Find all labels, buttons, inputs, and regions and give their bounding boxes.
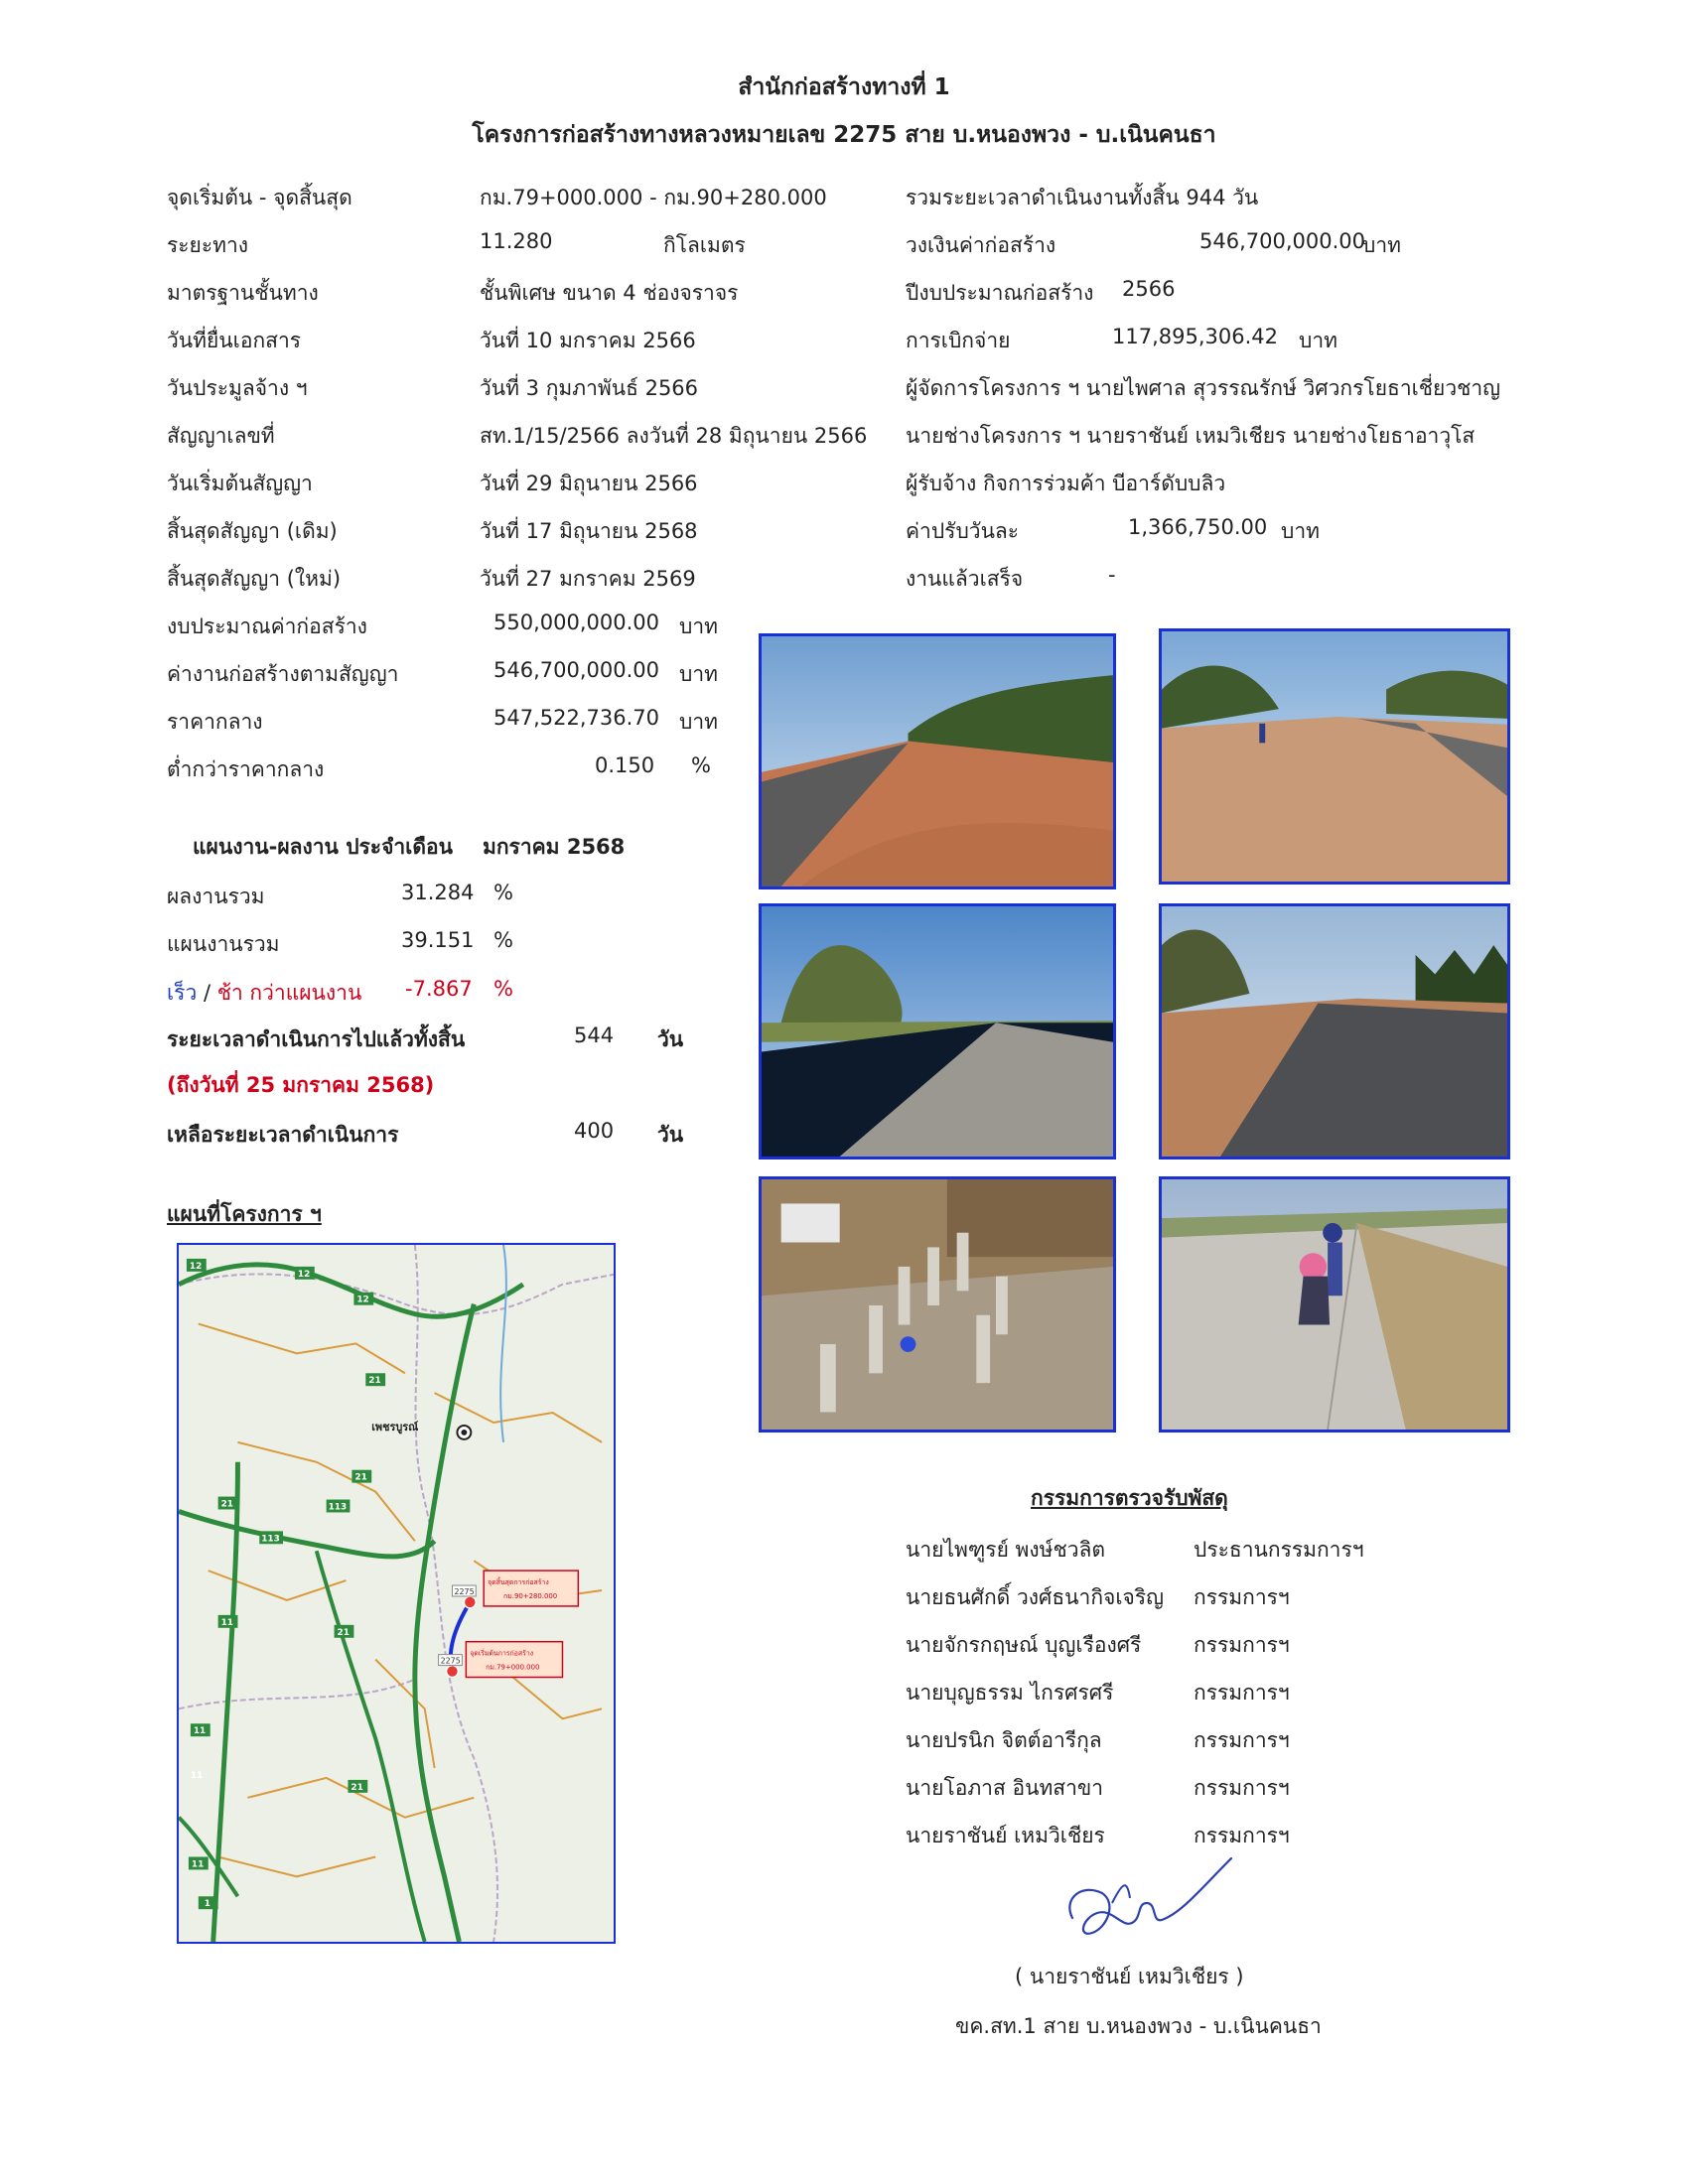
committee-member-role: ประธานกรรมการฯ [1194, 1538, 1364, 1562]
project-manager: ผู้จัดการโครงการ ฯ นายไพศาล สุวรรณรักษ์ วิศวกรโยธาเชี่ยวชาญ [906, 376, 1501, 400]
info-value: วันที่ 29 มิถุนายน 2566 [480, 472, 698, 495]
work-done-label: งานแล้วเสร็จ [906, 567, 1024, 591]
info-value: วันที่ 17 มิถุนายน 2568 [480, 519, 698, 543]
elapsed-unit: วัน [657, 1027, 684, 1051]
route-label: 21 [337, 1627, 350, 1638]
info-label: จุดเริ่มต้น - จุดสิ้นสุด [167, 186, 352, 209]
start-label: จุดเริ่มต้นการก่อสร้าง [470, 1649, 534, 1658]
info-label: ระยะทาง [167, 233, 249, 257]
route-label: 11 [191, 1859, 205, 1870]
signer-title: ขค.สท.1 สาย บ.หนองพวง - บ.เนินคนธา [955, 2014, 1322, 2038]
committee-member-role: กรรมการฯ [1194, 1776, 1290, 1800]
diff-value: -7.867 [405, 977, 473, 1001]
signature [1053, 1848, 1251, 1958]
committee-member-name: นายโอภาส อินทสาขา [906, 1776, 1104, 1800]
committee-member-name: นายปรนิก จิตต์อารีกุล [906, 1728, 1102, 1752]
remaining-unit: วัน [657, 1123, 684, 1147]
budget-unit: บาท [679, 710, 718, 734]
budget-value: 0.150 [595, 753, 655, 777]
signer-name: ( นายราชันย์ เหมวิเชียร ) [1015, 1965, 1244, 1988]
budget-label: งบประมาณค่าก่อสร้าง [167, 614, 367, 638]
budget-value: 547,522,736.70 [493, 706, 659, 730]
disbursement-value: 117,895,306.42 [1112, 325, 1278, 348]
budget-label: ราคากลาง [167, 710, 263, 734]
route-label: 2275 [440, 1656, 461, 1666]
budget-unit: บาท [679, 614, 718, 638]
site-photo-4 [1159, 903, 1510, 1160]
end-km: กม.90+280.000 [503, 1591, 558, 1600]
city-label: เพชรบูรณ์ [371, 1420, 419, 1433]
committee-member-role: กรรมการฯ [1194, 1633, 1290, 1657]
committee-member-name: นายราชันย์ เหมวิเชียร [906, 1824, 1105, 1847]
route-label: 21 [220, 1499, 234, 1510]
budget-year-label: ปีงบประมาณก่อสร้าง [906, 281, 1094, 305]
progress-month: มกราคม 2568 [483, 835, 626, 859]
disbursement-label: การเบิกจ่าย [906, 329, 1011, 352]
construction-limit-unit: บาท [1362, 233, 1401, 257]
route-label: 1 [204, 1899, 211, 1910]
project-title: โครงการก่อสร้างทางหลวงหมายเลข 2275 สาย บ.หนองพวง - บ.เนินคนธา [472, 122, 1216, 148]
route-label: 21 [354, 1472, 367, 1483]
route-label: 12 [189, 1261, 203, 1272]
route-label: 12 [297, 1269, 311, 1280]
route-label: 113 [261, 1534, 280, 1545]
actual-label: ผลงานรวม [167, 885, 265, 908]
committee-title: กรรมการตรวจรับพัสดุ [1031, 1486, 1228, 1510]
info-unit: กิโลเมตร [663, 233, 746, 257]
budget-unit: % [691, 753, 711, 777]
plan-label: แผนงานรวม [167, 932, 280, 956]
daily-fine-unit: บาท [1281, 519, 1320, 543]
ahead-label: เร็ว [167, 981, 198, 1005]
budget-value: 550,000,000.00 [493, 611, 659, 634]
plan-pct: % [493, 928, 513, 952]
map-title: แผนที่โครงการ ฯ [167, 1202, 322, 1226]
committee-member-name: นายธนศักดิ์ วงศ์ธนากิจเจริญ [906, 1585, 1164, 1609]
as-of-date: (ถึงวันที่ 25 มกราคม 2568) [167, 1073, 435, 1097]
budget-label: ต่ำกว่าราคากลาง [167, 757, 325, 781]
committee-member-name: นายจักรกฤษณ์ บุญเรืองศรี [906, 1633, 1142, 1657]
end-label: จุดสิ้นสุดการก่อสร้าง [488, 1578, 549, 1587]
work-done-value: - [1108, 563, 1116, 587]
info-label: วันเริ่มต้นสัญญา [167, 472, 313, 495]
daily-fine-value: 1,366,750.00 [1128, 515, 1268, 539]
slash: / [203, 981, 211, 1005]
committee-member-name: นายบุญธรรม ไกรศรศรี [906, 1681, 1114, 1705]
budget-value: 546,700,000.00 [493, 658, 659, 682]
project-engineer: นายช่างโครงการ ฯ นายราชันย์ เหมวิเชียร นายช่างโยธาอาวุโส [906, 424, 1476, 448]
route-label: 113 [328, 1502, 348, 1513]
route-label: 11 [190, 1770, 204, 1781]
committee-member-name: นายไพฑูรย์ พงษ์ชวลิต [906, 1538, 1106, 1562]
site-photo-5 [759, 1176, 1116, 1433]
route-label: 12 [356, 1295, 369, 1305]
info-label: วันที่ยื่นเอกสาร [167, 329, 302, 352]
actual-pct: % [493, 881, 513, 904]
elapsed-label: ระยะเวลาดำเนินการไปแล้วทั้งสิ้น [167, 1027, 466, 1051]
budget-unit: บาท [679, 662, 718, 686]
actual-value: 31.284 [401, 881, 475, 904]
info-label: สิ้นสุดสัญญา (ใหม่) [167, 567, 342, 591]
diff-label [167, 977, 361, 1010]
elapsed-value: 544 [574, 1024, 615, 1047]
info-value: วันที่ 27 มกราคม 2569 [480, 567, 696, 591]
start-km: กม.79+000.000 [486, 1663, 540, 1672]
construction-limit-label: วงเงินค่าก่อสร้าง [906, 233, 1056, 257]
info-value: สท.1/15/2566 ลงวันที่ 28 มิถุนายน 2566 [480, 424, 868, 448]
daily-fine-label: ค่าปรับวันละ [906, 519, 1020, 543]
info-label: สิ้นสุดสัญญา (เดิม) [167, 519, 338, 543]
info-value: วันที่ 3 กุมภาพันธ์ 2566 [480, 376, 699, 400]
info-value: กม.79+000.000 - กม.90+280.000 [480, 186, 827, 209]
project-map [177, 1243, 616, 1944]
site-photo-1 [759, 633, 1116, 889]
committee-member-role: กรรมการฯ [1194, 1728, 1290, 1752]
route-label: 11 [193, 1726, 207, 1737]
info-value: วันที่ 10 มกราคม 2566 [480, 329, 696, 352]
construction-limit-value: 546,700,000.00 [1199, 229, 1365, 253]
route-label: 21 [351, 1782, 363, 1793]
committee-member-role: กรรมการฯ [1194, 1824, 1290, 1847]
info-value: ชั้นพิเศษ ขนาด 4 ช่องจราจร [480, 281, 739, 305]
budget-year-value: 2566 [1122, 277, 1176, 301]
info-label: วันประมูลจ้าง ฯ [167, 376, 308, 400]
progress-title: แผนงาน-ผลงาน ประจำเดือน [193, 835, 453, 859]
contractor: ผู้รับจ้าง กิจการร่วมค้า บีอาร์ดับบลิว [906, 472, 1226, 495]
disbursement-unit: บาท [1299, 329, 1337, 352]
info-value: 11.280 [480, 229, 553, 253]
site-photo-3 [759, 903, 1116, 1160]
info-label: สัญญาเลขที่ [167, 424, 275, 448]
route-label: 2275 [454, 1586, 475, 1596]
remaining-label: เหลือระยะเวลาดำเนินการ [167, 1123, 399, 1147]
committee-member-role: กรรมการฯ [1194, 1585, 1290, 1609]
diff-pct: % [493, 977, 513, 1001]
site-photo-6 [1159, 1176, 1510, 1433]
info-label: มาตรฐานชั้นทาง [167, 281, 319, 305]
committee-member-role: กรรมการฯ [1194, 1681, 1290, 1705]
behind-label: ช้า กว่าแผนงาน [216, 981, 362, 1005]
route-label: 21 [368, 1376, 381, 1387]
total-duration: รวมระยะเวลาดำเนินงานทั้งสิ้น 944 วัน [906, 186, 1259, 209]
budget-label: ค่างานก่อสร้างตามสัญญา [167, 662, 399, 686]
office-title: สำนักก่อสร้างทางที่ 1 [738, 74, 950, 100]
route-label: 11 [220, 1617, 234, 1628]
site-photo-2 [1159, 628, 1510, 885]
remaining-value: 400 [574, 1119, 615, 1143]
plan-value: 39.151 [401, 928, 475, 952]
